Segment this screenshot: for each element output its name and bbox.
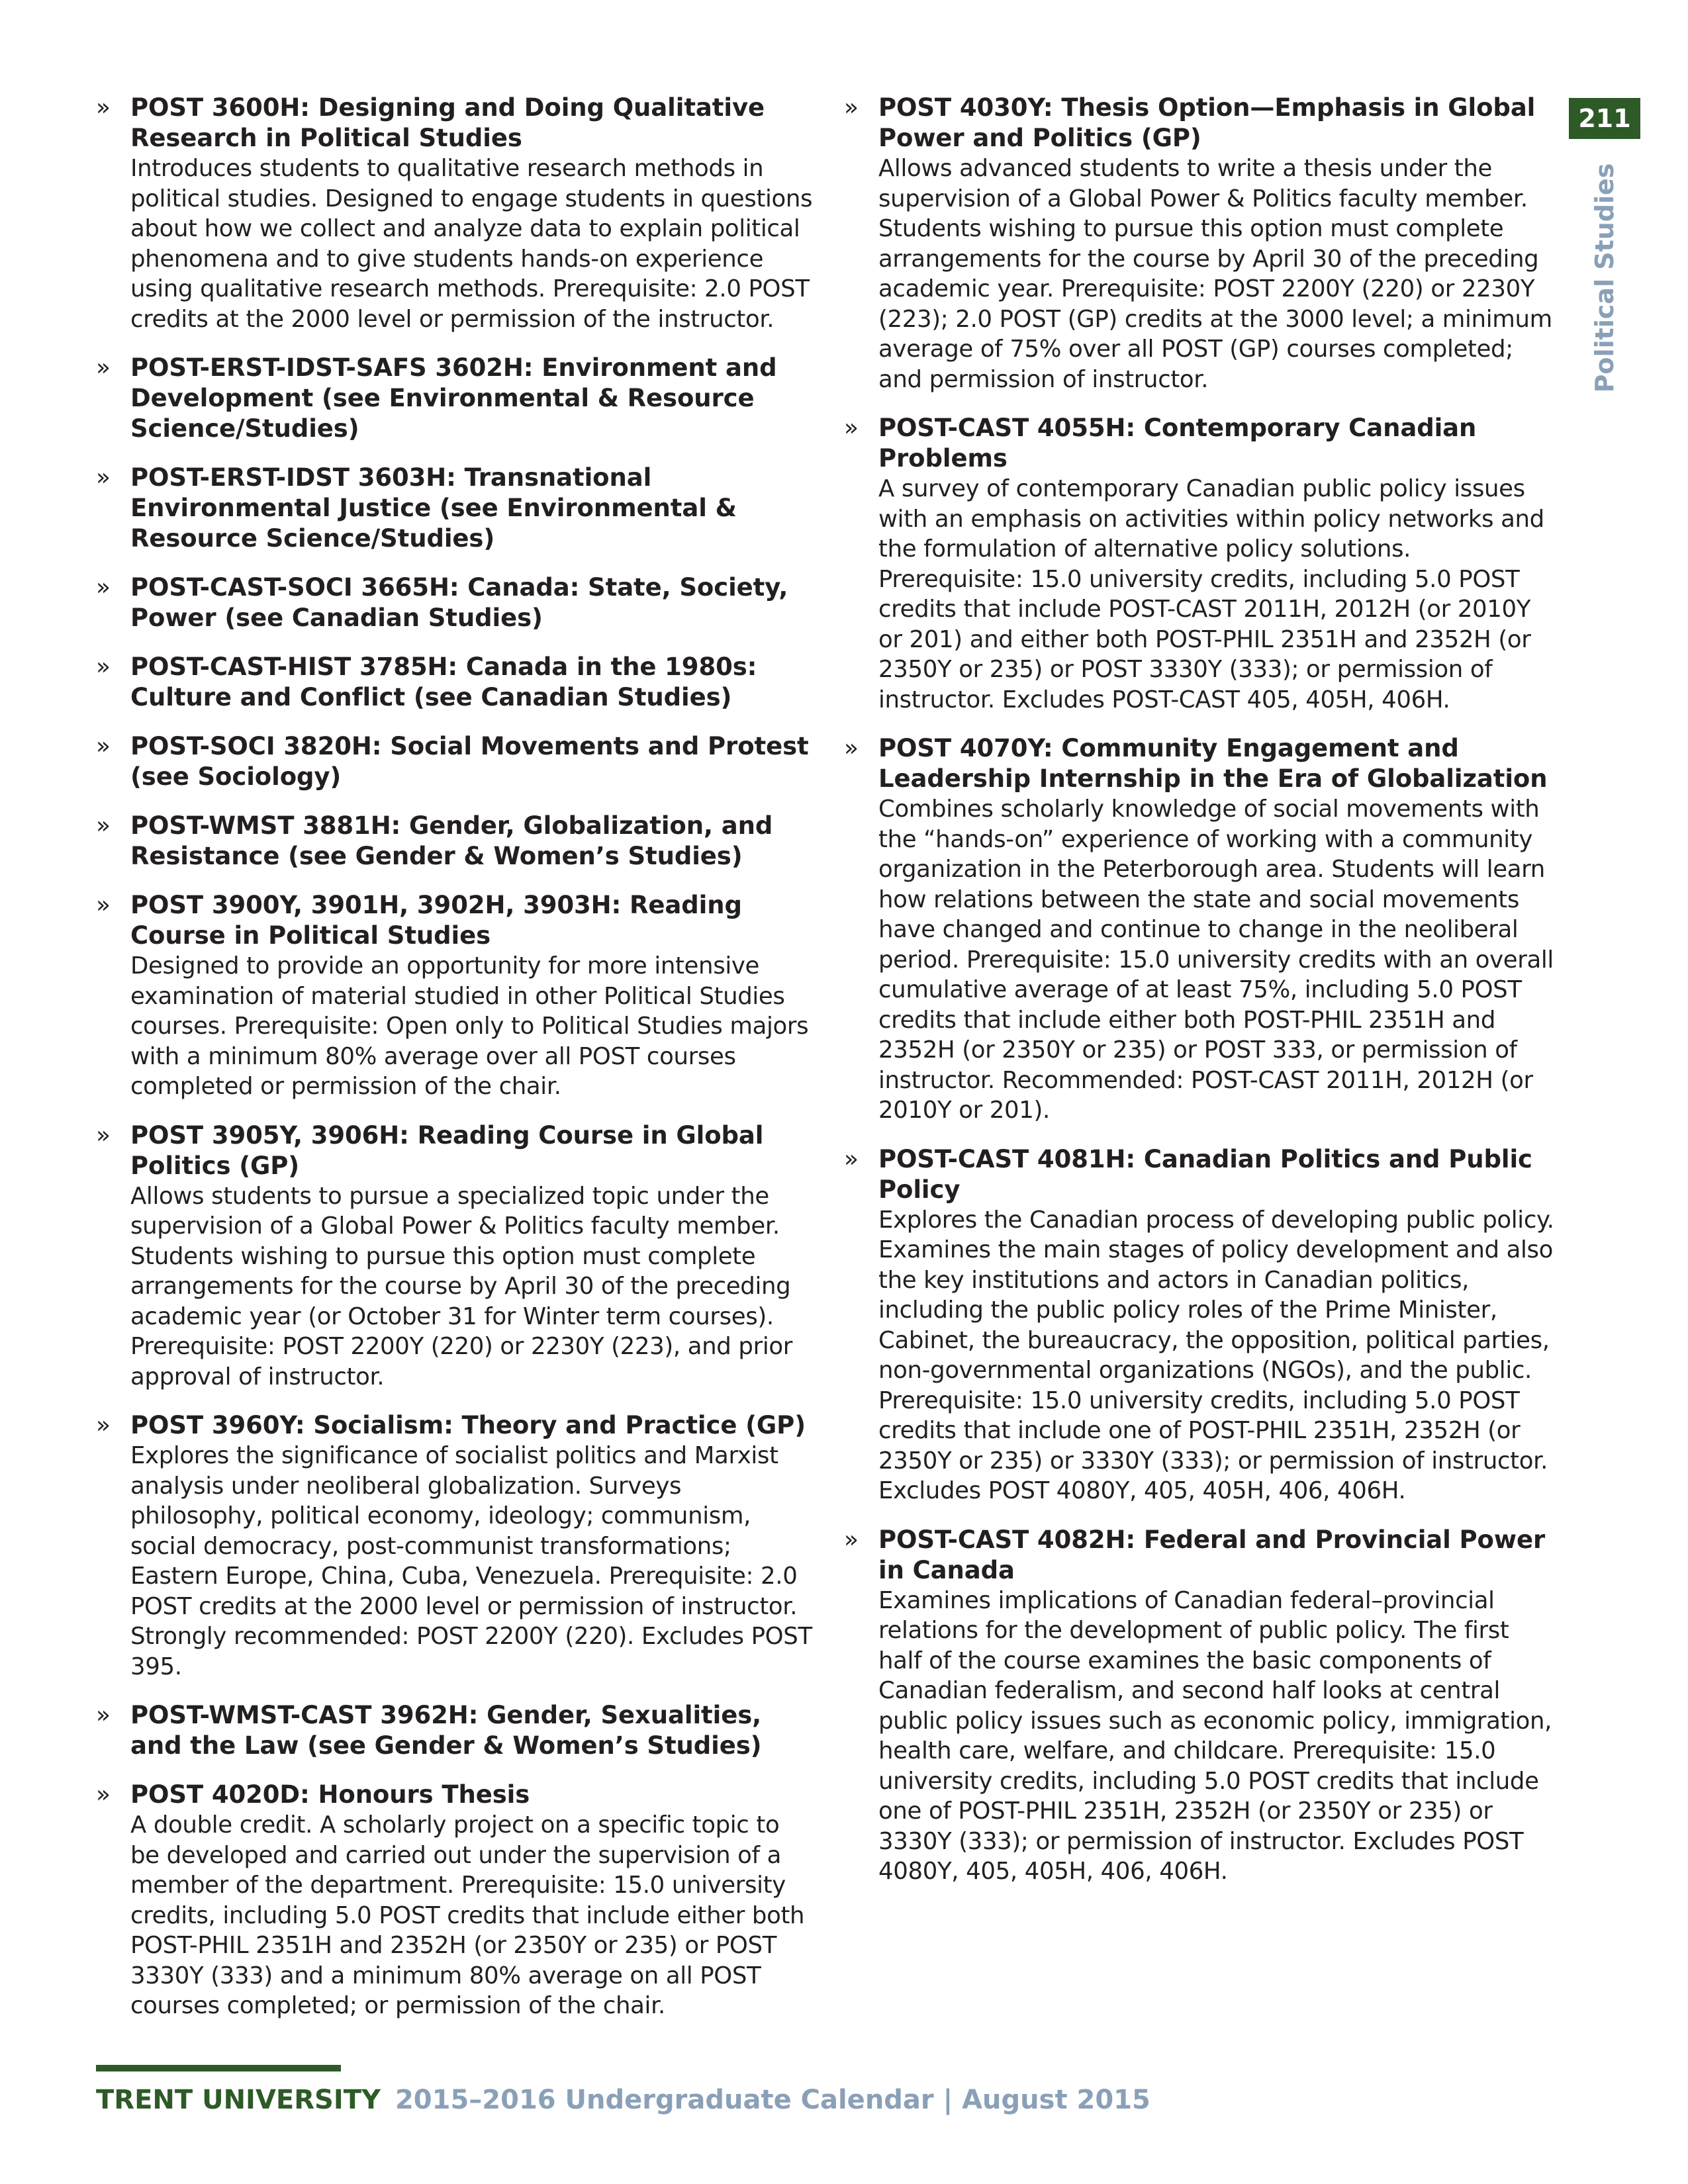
- course-description: Designed to provide an opportunity for more intensive examination of material studied in other Political Studies courses. Prerequisite: Open only to Political Studies majors with a minimum 80% average over all POST courses completed or permission of the chair.: [130, 952, 809, 1100]
- course-entry: [844, 733, 1556, 1126]
- page-number: 211: [1578, 104, 1631, 133]
- bullet-icon: »: [844, 1525, 859, 1553]
- footer-calendar: 2015–2016 Undergraduate Calendar | August 2015: [395, 2085, 1150, 2115]
- course-title: POST-CAST-HIST 3785H: Canada in the 1980s: Culture and Conflict (see Canadian Studies): [130, 653, 757, 711]
- course-entry: [96, 1410, 814, 1682]
- course-title: POST 3960Y: Socialism: Theory and Practice (GP): [130, 1411, 806, 1439]
- bullet-icon: »: [844, 94, 859, 121]
- course-entry: [96, 572, 814, 633]
- bullet-icon: »: [844, 414, 859, 441]
- bullet-icon: »: [96, 464, 111, 491]
- course-description: Examines implications of Canadian federal–provincial relations for the development of public policy. The first half of the course examines the basic components of Canadian federalism, and second half looks at central public policy issues such as economic policy, immigration, health care, welfare, and childcare. Prerequisite: 15.0 university credits, including 5.0 POST credits that include one of POST-PHIL 2351H, 2352H (or 2350Y or 235) or 3330Y (333); or permission of instructor. Excludes POST 4080Y, 405, 405H, 406, 406H.: [878, 1586, 1552, 1885]
- bullet-icon: »: [96, 653, 111, 680]
- course-title: POST 4030Y: Thesis Option—Emphasis in Global Power and Politics (GP): [878, 93, 1536, 152]
- course-description: Explores the Canadian process of developing public policy. Examines the main stages of policy development and also the key institutions and actors in Canadian politics, including the public policy roles of the Prime Minister, Cabinet, the bureaucracy, the opposition, political parties, non-governmental organizations (NGOs), and the public. Prerequisite: 15.0 university credits, including 5.0 POST credits that include one of POST-PHIL 2351H, 2352H (or 2350Y or 235) or 3330Y (333); or permission of instructor. Excludes POST 4080Y, 405, 405H, 406, 406H.: [878, 1206, 1554, 1504]
- course-description: Allows students to pursue a specialized topic under the supervision of a Global Power & Politics faculty member. Students wishing to pursue this option must complete arrangements for the course by April 30 of the preceding academic year (or October 31 for Winter term courses). Prerequisite: POST 2200Y (220) or 2230Y (223), and prior approval of instructor.: [130, 1182, 792, 1390]
- course-title: POST-SOCI 3820H: Social Movements and Protest (see Sociology): [130, 732, 809, 791]
- course-entry: [96, 1700, 814, 1761]
- course-title: POST-ERST-IDST-SAFS 3602H: Environment and Development (see Environmental & Resource Science/Studies): [130, 353, 777, 443]
- course-entry: [844, 1525, 1556, 1887]
- left-column: [96, 93, 814, 2040]
- bullet-icon: »: [96, 733, 111, 760]
- course-title: POST-ERST-IDST 3603H: Transnational Environmental Justice (see Environmental & Resource Science/Studies): [130, 463, 737, 553]
- course-entry: [96, 353, 814, 444]
- course-entry: [844, 93, 1556, 394]
- course-description: A survey of contemporary Canadian public policy issues with an emphasis on activities within policy networks and the formulation of alternative policy solutions. Prerequisite: 15.0 university credits, including 5.0 POST credits that include POST-CAST 2011H, 2012H (or 2010Y or 201) and either both POST-PHIL 2351H and 2352H (or 2350Y or 235) or POST 3330Y (333); or permission of instructor. Excludes POST-CAST 405, 405H, 406H.: [878, 475, 1544, 713]
- bullet-icon: »: [96, 1121, 111, 1149]
- course-entry: [96, 93, 814, 334]
- bullet-icon: »: [96, 1781, 111, 1808]
- bullet-icon: »: [96, 354, 111, 381]
- bullet-icon: »: [96, 812, 111, 839]
- course-entry: [96, 890, 814, 1102]
- bullet-icon: »: [96, 891, 111, 919]
- course-title: POST 3900Y, 3901H, 3902H, 3903H: Reading Course in Political Studies: [130, 891, 742, 950]
- course-title: POST 3600H: Designing and Doing Qualitative Research in Political Studies: [130, 93, 765, 152]
- course-description: Allows advanced students to write a thesis under the supervision of a Global Power & Politics faculty member. Students wishing to pursue this option must complete arrangements for the course by April 30 of the preceding academic year. Prerequisite: POST 2200Y (220) or 2230Y (223); 2.0 POST (GP) credits at the 3000 level; a minimum average of 75% over all POST (GP) courses completed; and permission of instructor.: [878, 155, 1552, 393]
- bullet-icon: »: [96, 1702, 111, 1729]
- course-title: POST-CAST 4082H: Federal and Provincial Power in Canada: [878, 1525, 1546, 1584]
- footer: [96, 2085, 1150, 2115]
- course-title: POST-WMST 3881H: Gender, Globalization, and Resistance (see Gender & Women’s Studies): [130, 811, 773, 870]
- course-title: POST 4070Y: Community Engagement and Leadership Internship in the Era of Globalization: [878, 734, 1548, 793]
- course-entry: [96, 652, 814, 713]
- bullet-icon: »: [844, 735, 859, 762]
- course-title: POST 3905Y, 3906H: Reading Course in Global Politics (GP): [130, 1120, 764, 1180]
- section-side-label: Political Studies: [1590, 163, 1619, 393]
- footer-rule: [96, 2065, 341, 2071]
- course-entry: [96, 811, 814, 872]
- page-number-badge: [1569, 98, 1640, 139]
- course-description: A double credit. A scholarly project on a specific topic to be developed and carried out under the supervision of a member of the department. Prerequisite: 15.0 university credits, including 5.0 POST credits that include either both POST-PHIL 2351H and 2352H (or 2350Y or 235) or POST 3330Y (333) and a minimum 80% average on all POST courses completed; or permission of the chair.: [130, 1811, 805, 2019]
- bullet-icon: »: [96, 574, 111, 601]
- course-entry: [96, 463, 814, 554]
- course-description: Explores the significance of socialist politics and Marxist analysis under neoliberal globalization. Surveys philosophy, political economy, ideology; communism, social democracy, post-communist transformations; Eastern Europe, China, Cuba, Venezuela. Prerequisite: 2.0 POST credits at the 2000 level or permission of instructor. Strongly recommended: POST 2200Y (220). Excludes POST 395.: [130, 1442, 812, 1680]
- right-column: [844, 93, 1556, 1905]
- course-title: POST-CAST-SOCI 3665H: Canada: State, Society, Power (see Canadian Studies): [130, 573, 788, 632]
- course-title: POST-WMST-CAST 3962H: Gender, Sexualities, and the Law (see Gender & Women’s Studies): [130, 1701, 762, 1760]
- footer-university: TRENT UNIVERSITY: [96, 2085, 381, 2115]
- course-entry: [844, 413, 1556, 715]
- course-entry: [96, 1120, 814, 1392]
- course-title: POST 4020D: Honours Thesis: [130, 1780, 530, 1809]
- bullet-icon: »: [844, 1145, 859, 1173]
- course-entry: [96, 1780, 814, 2021]
- course-entry: [844, 1144, 1556, 1506]
- course-entry: [96, 731, 814, 792]
- bullet-icon: »: [96, 94, 111, 121]
- course-description: Introduces students to qualitative research methods in political studies. Designed to engage students in questions about how we collect and analyze data to explain political phenomena and to give students hands-on experience using qualitative research methods. Prerequisite: 2.0 POST credits at the 2000 level or permission of the instructor.: [130, 155, 813, 333]
- course-title: POST-CAST 4081H: Canadian Politics and Public Policy: [878, 1144, 1532, 1204]
- course-title: POST-CAST 4055H: Contemporary Canadian Problems: [878, 414, 1477, 473]
- bullet-icon: »: [96, 1412, 111, 1439]
- course-description: Combines scholarly knowledge of social movements with the “hands-on” experience of working with a community organization in the Peterborough area. Students will learn how relations between the state and social movements have changed and continue to change in the neoliberal period. Prerequisite: 15.0 university credits with an overall cumulative average of at least 75%, including 5.0 POST credits that include either both POST-PHIL 2351H and 2352H (or 2350Y or 235) or POST 333, or permission of instructor. Recommended: POST-CAST 2011H, 2012H (or 2010Y or 201).: [878, 796, 1554, 1124]
